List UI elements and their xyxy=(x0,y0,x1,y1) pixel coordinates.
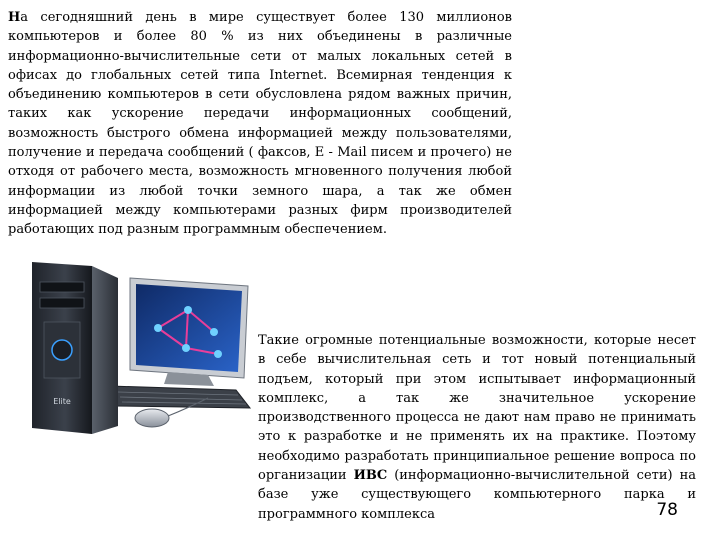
desktop-computer-icon xyxy=(18,258,258,440)
body-paragraph-tail: (информационно-вычислительной сети) на базе уже существующего компьютерного парка и программного комплекса xyxy=(258,468,696,522)
drive-bay-1 xyxy=(40,282,84,292)
ivs-abbreviation: ИВС xyxy=(353,468,388,484)
drop-letter: Н xyxy=(8,10,21,25)
body-paragraph xyxy=(258,331,696,524)
intro-paragraph-text: а сегодняшний день в мире существует более 130 миллионов компьютеров и более 80 % из них объединены в различные информационно-вычислительные сети от малых локальных сетей в офисах до глобальных сетей типа Internet. Всемирная тенденция к объединению компьютеров в сети обусловлена рядом важных причин, таких как ускорение передачи информационных сообщений, возможность быстрого обмена информацией между пользователями, получение и передача сообщений ( факсов, Е - Mail писем и прочего) не отходя от рабочего места, возможность мгновенного получения любой информации из любой точки земного шара, а так же обмен информацией между компьютерами разных фирм производителей работающих под разным программным обеспечением. xyxy=(8,10,512,238)
power-button-icon xyxy=(52,340,72,360)
body-paragraph-text: Такие огромные потенциальные возможности, которые несет в себе вычислительная сеть и тот новый потенциальный подъем, который при этом испытывает информационный комплекс, а так же значительное ускорение производственного процесса не дают нам право не принимать это к разработке и не применять их на практике. Поэтому необходимо разработать принципиальное решение вопроса по организации xyxy=(258,333,696,484)
monitor-screen xyxy=(136,284,242,372)
page-number: 78 xyxy=(656,500,678,520)
case-label: Elite xyxy=(53,397,71,406)
intro-paragraph xyxy=(8,8,512,240)
mouse xyxy=(135,409,169,427)
drive-bay-2 xyxy=(40,298,84,308)
pc-tower-side xyxy=(92,266,118,434)
